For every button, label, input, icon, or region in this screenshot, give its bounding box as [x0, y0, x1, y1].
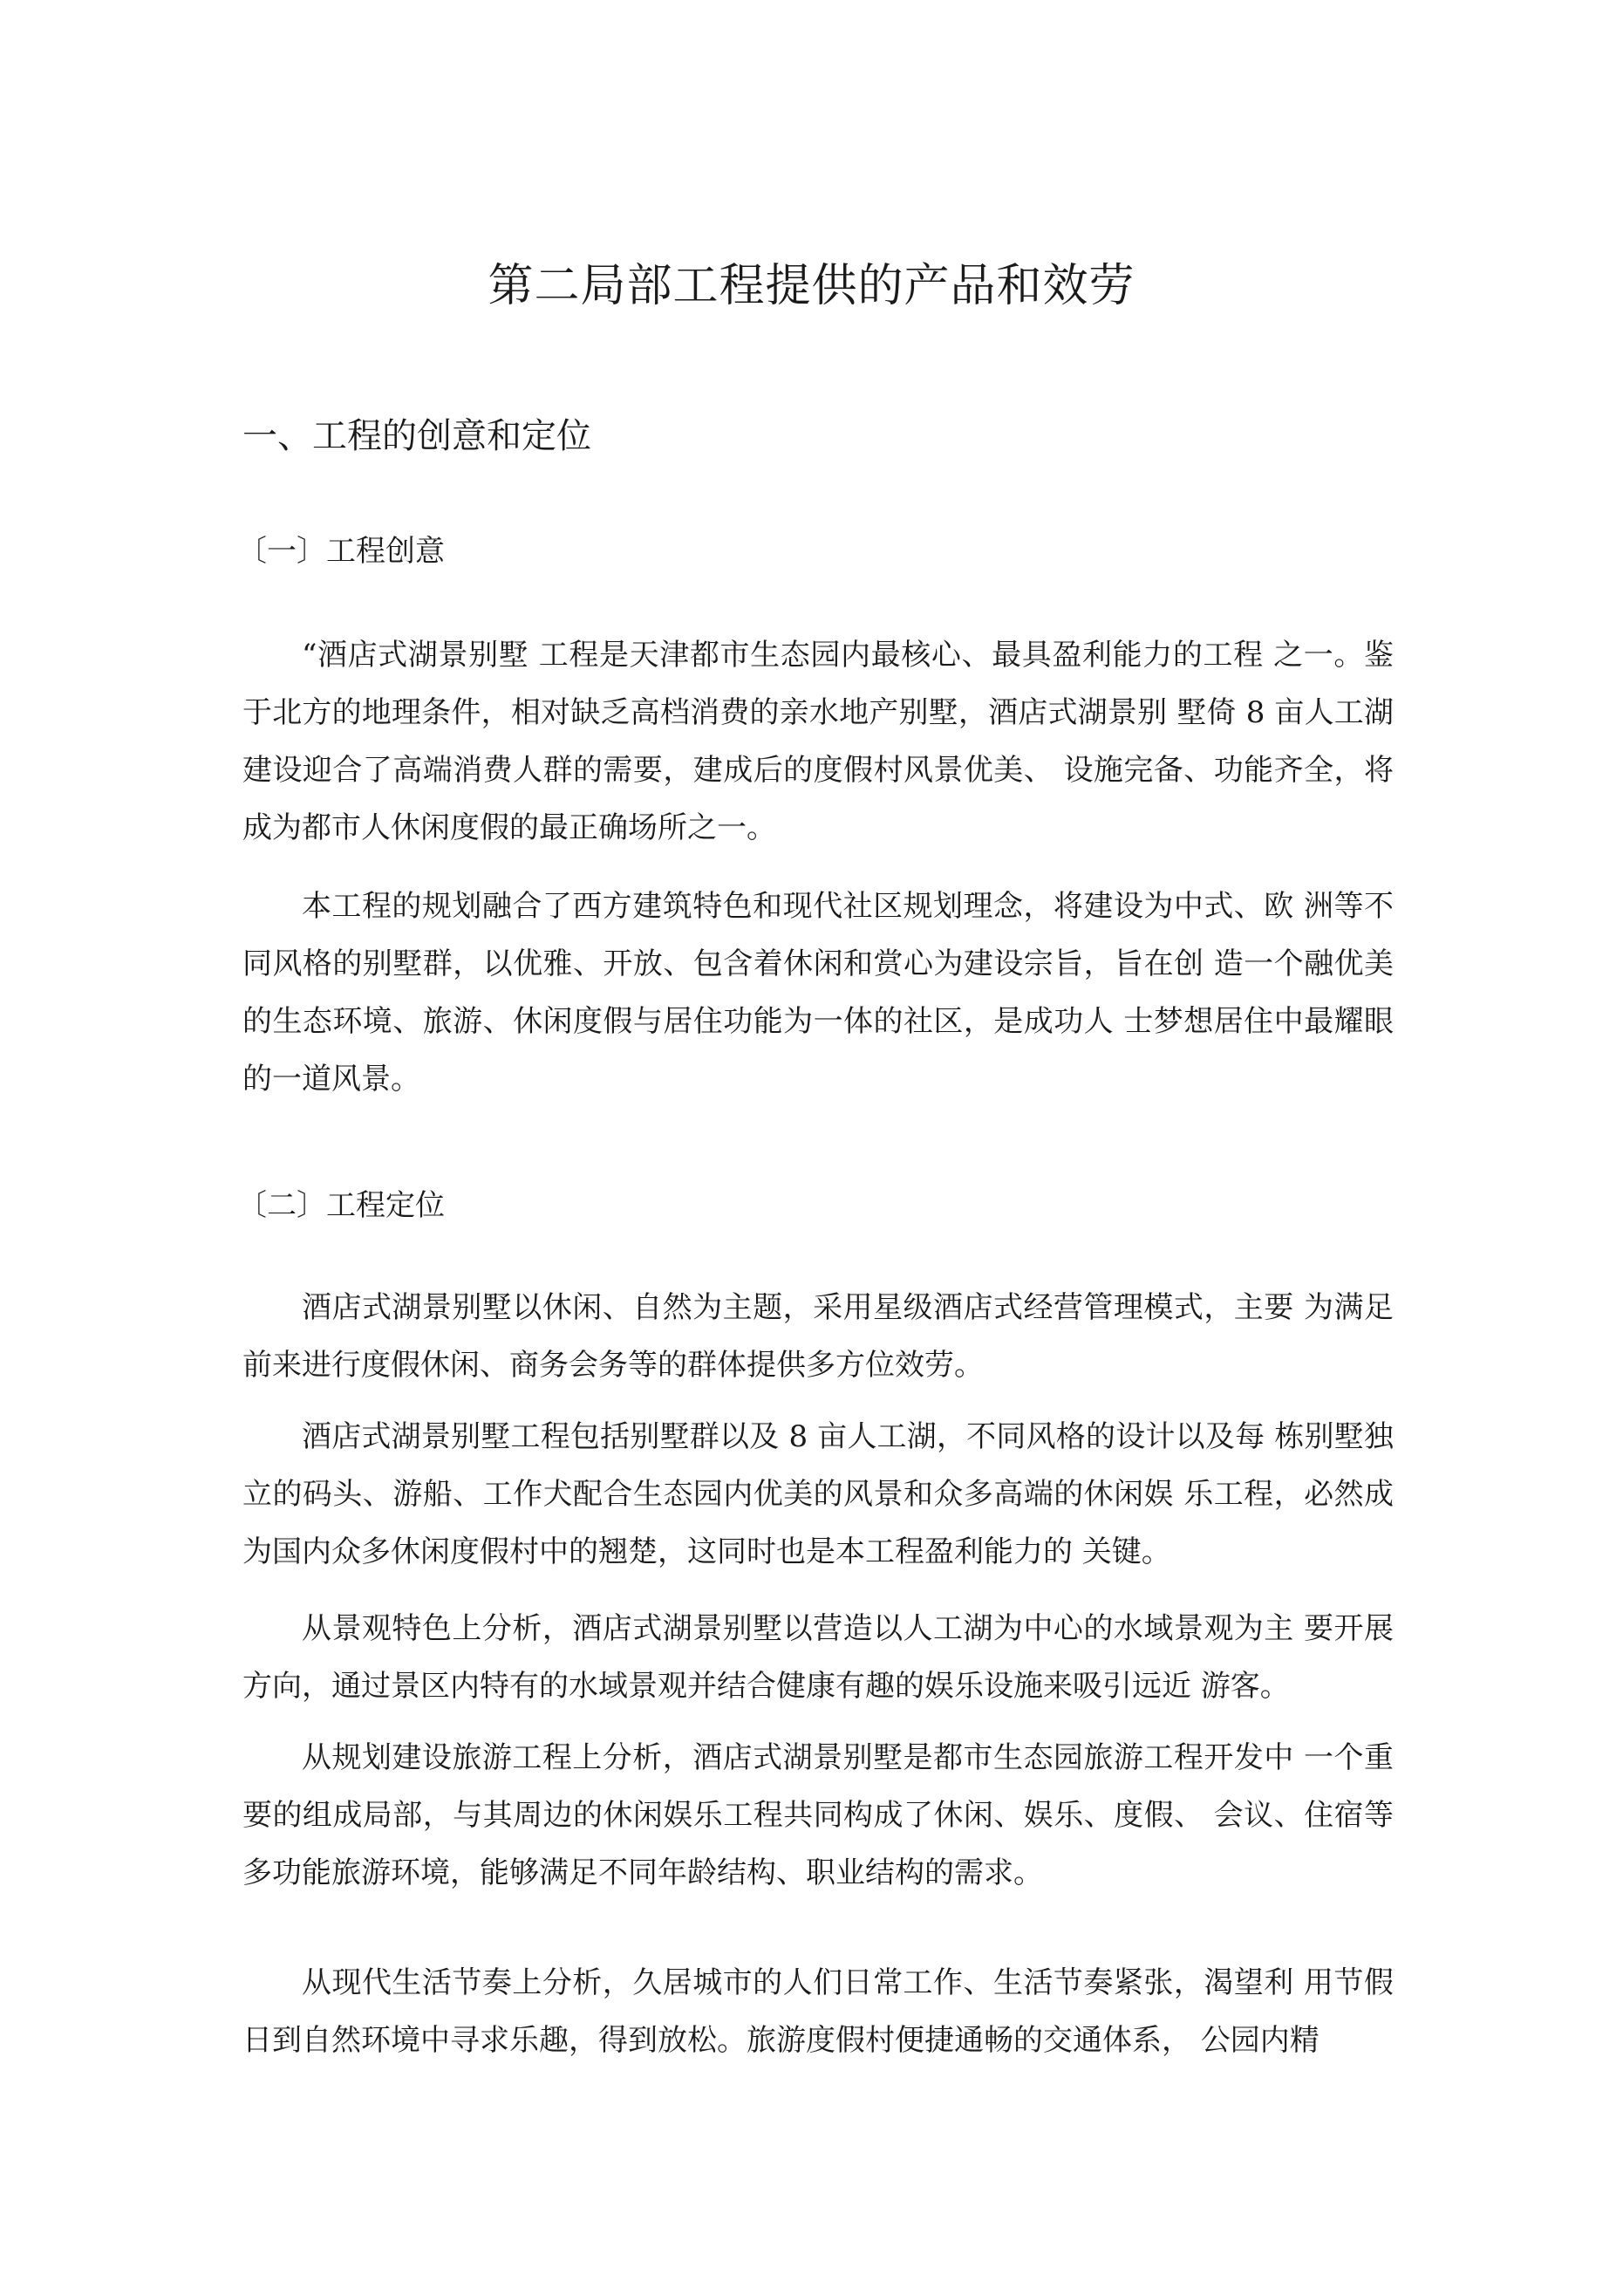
paragraph-2: 本工程的规划融合了西方建筑特色和现代社区规划理念，将建设为中式、欧 洲等不同风格的别墅群，以优雅、开放、包含着休闲和赏心为建设宗旨，旨在创 造一个融优美的生态环境、旅游、休闲度假与居住功能为一体的社区，是成功人 士梦想居住中最耀眼的一道风景。	[242, 889, 1394, 1097]
subsection-heading-1: 〔一〕工程创意	[237, 534, 445, 569]
paragraph-1: “酒店式湖景别墅 工程是天津都市生态园内最核心、最具盈利能力的工程 之一。鉴于北方的地理条件，相对缺乏高档消费的亲水地产别墅，酒店式湖景别 墅倚 8 亩人工湖建设迎合了高端消费人群的需要，建成后的度假村风景优美、 设施完备、功能齐全，将成为都市人休闲度假的最正确场所之一。	[242, 638, 1394, 845]
paragraph-4: 酒店式湖景别墅工程包括别墅群以及 8 亩人工湖，不同风格的设计以及每 栋别墅独立的码头、游船、工作犬配合生态园内优美的风景和众多高端的休闲娱 乐工程，必然成为国内众多休闲度假村中的翘楚，这同时也是本工程盈利能力的 关键。	[242, 1419, 1394, 1569]
paragraph-5: 从景观特色上分析，酒店式湖景别墅以营造以人工湖为中心的水域景观为主 要开展方向，通过景区内特有的水域景观并结合健康有趣的娱乐设施来吸引远近 游客。	[242, 1611, 1394, 1704]
paragraph-3: 酒店式湖景别墅以休闲、自然为主题，采用星级酒店式经营管理模式，主要 为满足前来进行度假休闲、商务会务等的群体提供多方位效劳。	[242, 1290, 1394, 1383]
section-heading: 一、工程的创意和定位	[242, 416, 591, 456]
paragraph-7: 从现代生活节奏上分析，久居城市的人们日常工作、生活节奏紧张，渴望利 用节假日到自然环境中寻求乐趣，得到放松。旅游度假村便捷通畅的交通体系， 公园内精	[242, 1965, 1394, 2058]
document-title: 第二局部工程提供的产品和效劳	[488, 260, 1135, 312]
paragraph-6: 从规划建设旅游工程上分析，酒店式湖景别墅是都市生态园旅游工程开发中 一个重要的组成局部，与其周边的休闲娱乐工程共同构成了休闲、娱乐、度假、 会议、住宿等多功能旅游环境，能够满足不同年龄结构、职业结构的需求。	[242, 1740, 1394, 1890]
subsection-heading-2: 〔二〕工程定位	[237, 1188, 445, 1223]
